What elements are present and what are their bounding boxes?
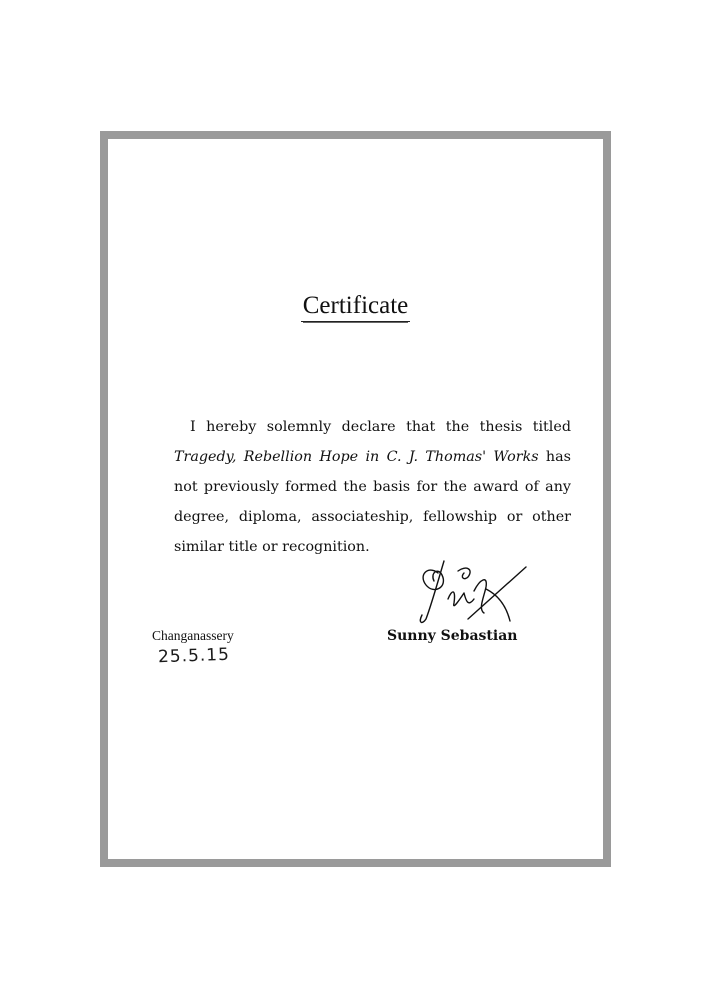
signatory-name: Sunny Sebastian bbox=[387, 628, 518, 644]
declaration-text bbox=[174, 412, 571, 562]
certificate-frame bbox=[100, 131, 611, 867]
handwritten-date: 25.5.15 bbox=[157, 644, 231, 668]
declaration-rest: has not previously formed the basis for the award of any degree, diploma, associateship, fellowship or other similar title or recognition. bbox=[174, 449, 571, 555]
signature-icon bbox=[408, 551, 548, 631]
declaration-intro: I hereby solemnly declare that the thesis titled bbox=[190, 419, 571, 435]
certificate-title: Certificate bbox=[108, 292, 603, 322]
place-label: Changanassery bbox=[152, 628, 234, 643]
thesis-title: Tragedy, Rebellion Hope in C. J. Thomas' Works bbox=[174, 449, 539, 465]
